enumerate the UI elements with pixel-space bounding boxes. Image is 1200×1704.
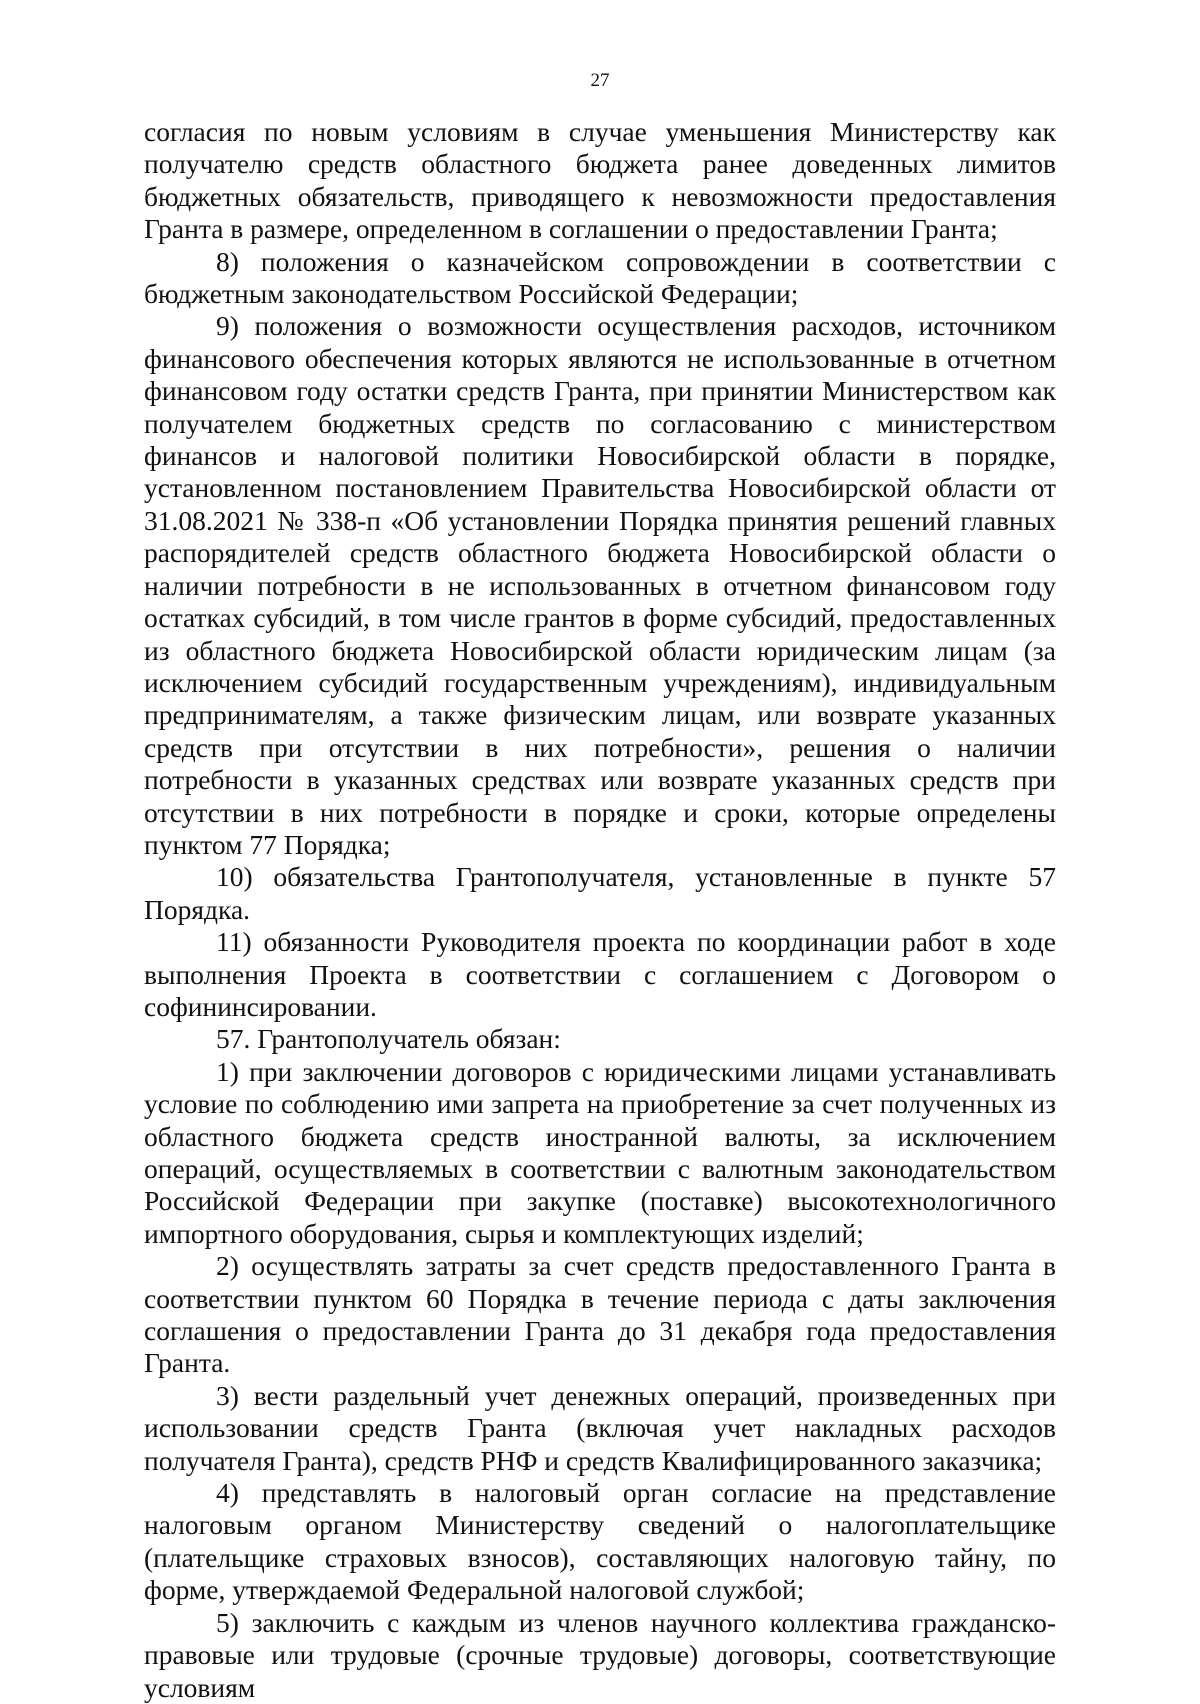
paragraph: 2) осуществлять затраты за счет средств предоставленного Гранта в соответствии пунктом 60 Порядка в течение периода с даты заключения соглашения о предоставлении Гранта до 31 декабря года предоставления Гранта. xyxy=(144,1250,1056,1379)
paragraph: 9) положения о возможности осуществления расходов, источником финансового обеспечения которых являются не использованные в отчетном финансовом году остатки средств Гранта, при принятии Министерством как получателем бюджетных средств по согласованию с министерством финансов и налоговой политики Новосибирской области в порядке, установленном постановлением Правительства Новосибирской области от 31.08.2021 № 338-п «Об установлении Порядка принятия решений главных распорядителей средств областного бюджета Новосибирской области о наличии потребности в не использованных в отчетном финансовом году остатках субсидий, в том числе грантов в форме субсидий, предоставленных из областного бюджета Новосибирской области юридическим лицам (за исключением субсидий государственным учреждениям), индивидуальным предпринимателям, а также физическим лицам, или возврате указанных средств при отсутствии в них потребности», решения о наличии потребности в указанных средствах или возврате указанных средств при отсутствии в них потребности в порядке и сроки, которые определены пунктом 77 Порядка; xyxy=(144,310,1056,860)
paragraph: 5) заключить с каждым из членов научного коллектива гражданско-правовые или трудовые (срочные трудовые) договоры, соответствующие условиям xyxy=(144,1606,1056,1703)
paragraph: 11) обязанности Руководителя проекта по координации работ в ходе выполнения Проекта в соответствии с соглашением с Договором о софининсировании. xyxy=(144,926,1056,1022)
paragraph: 10) обязательства Грантополучателя, установленные в пункте 57 Порядка. xyxy=(144,861,1056,925)
paragraph: 4) представлять в налоговый орган согласие на представление налоговым органом Министерству сведений о налогоплательщике (плательщике страховых взносов), составляющих налоговую тайну, по форме, утверждаемой Федеральной налоговой службой; xyxy=(144,1477,1056,1606)
paragraph: 1) при заключении договоров с юридическими лицами устанавливать условие по соблюдению ими запрета на приобретение за счет полученных из областного бюджета средств иностранной валюты, за исключением операций, осуществляемых в соответствии с валютным законодательством Российской Федерации при закупке (поставке) высокотехнологичного импортного оборудования, сырья и комплектующих изделий; xyxy=(144,1055,1056,1249)
document-body xyxy=(144,116,1056,1704)
paragraph: 57. Грантополучатель обязан: xyxy=(216,1023,561,1055)
paragraph: согласия по новым условиям в случае уменьшения Министерству как получателю средств областного бюджета ранее доведенных лимитов бюджетных обязательств, приводящего к невозможности предоставления Гранта в размере, определенном в соглашении о предоставлении Гранта; xyxy=(144,116,1056,245)
paragraph: 8) положения о казначейском сопровождении в соответствии с бюджетным законодательством Российской Федерации; xyxy=(144,245,1056,310)
page-number: 27 xyxy=(590,70,610,91)
paragraph: 3) вести раздельный учет денежных операций, произведенных при использовании средств Гранта (включая учет накладных расходов получателя Гранта), средств РНФ и средств Квалифицированного заказчика; xyxy=(144,1379,1056,1476)
